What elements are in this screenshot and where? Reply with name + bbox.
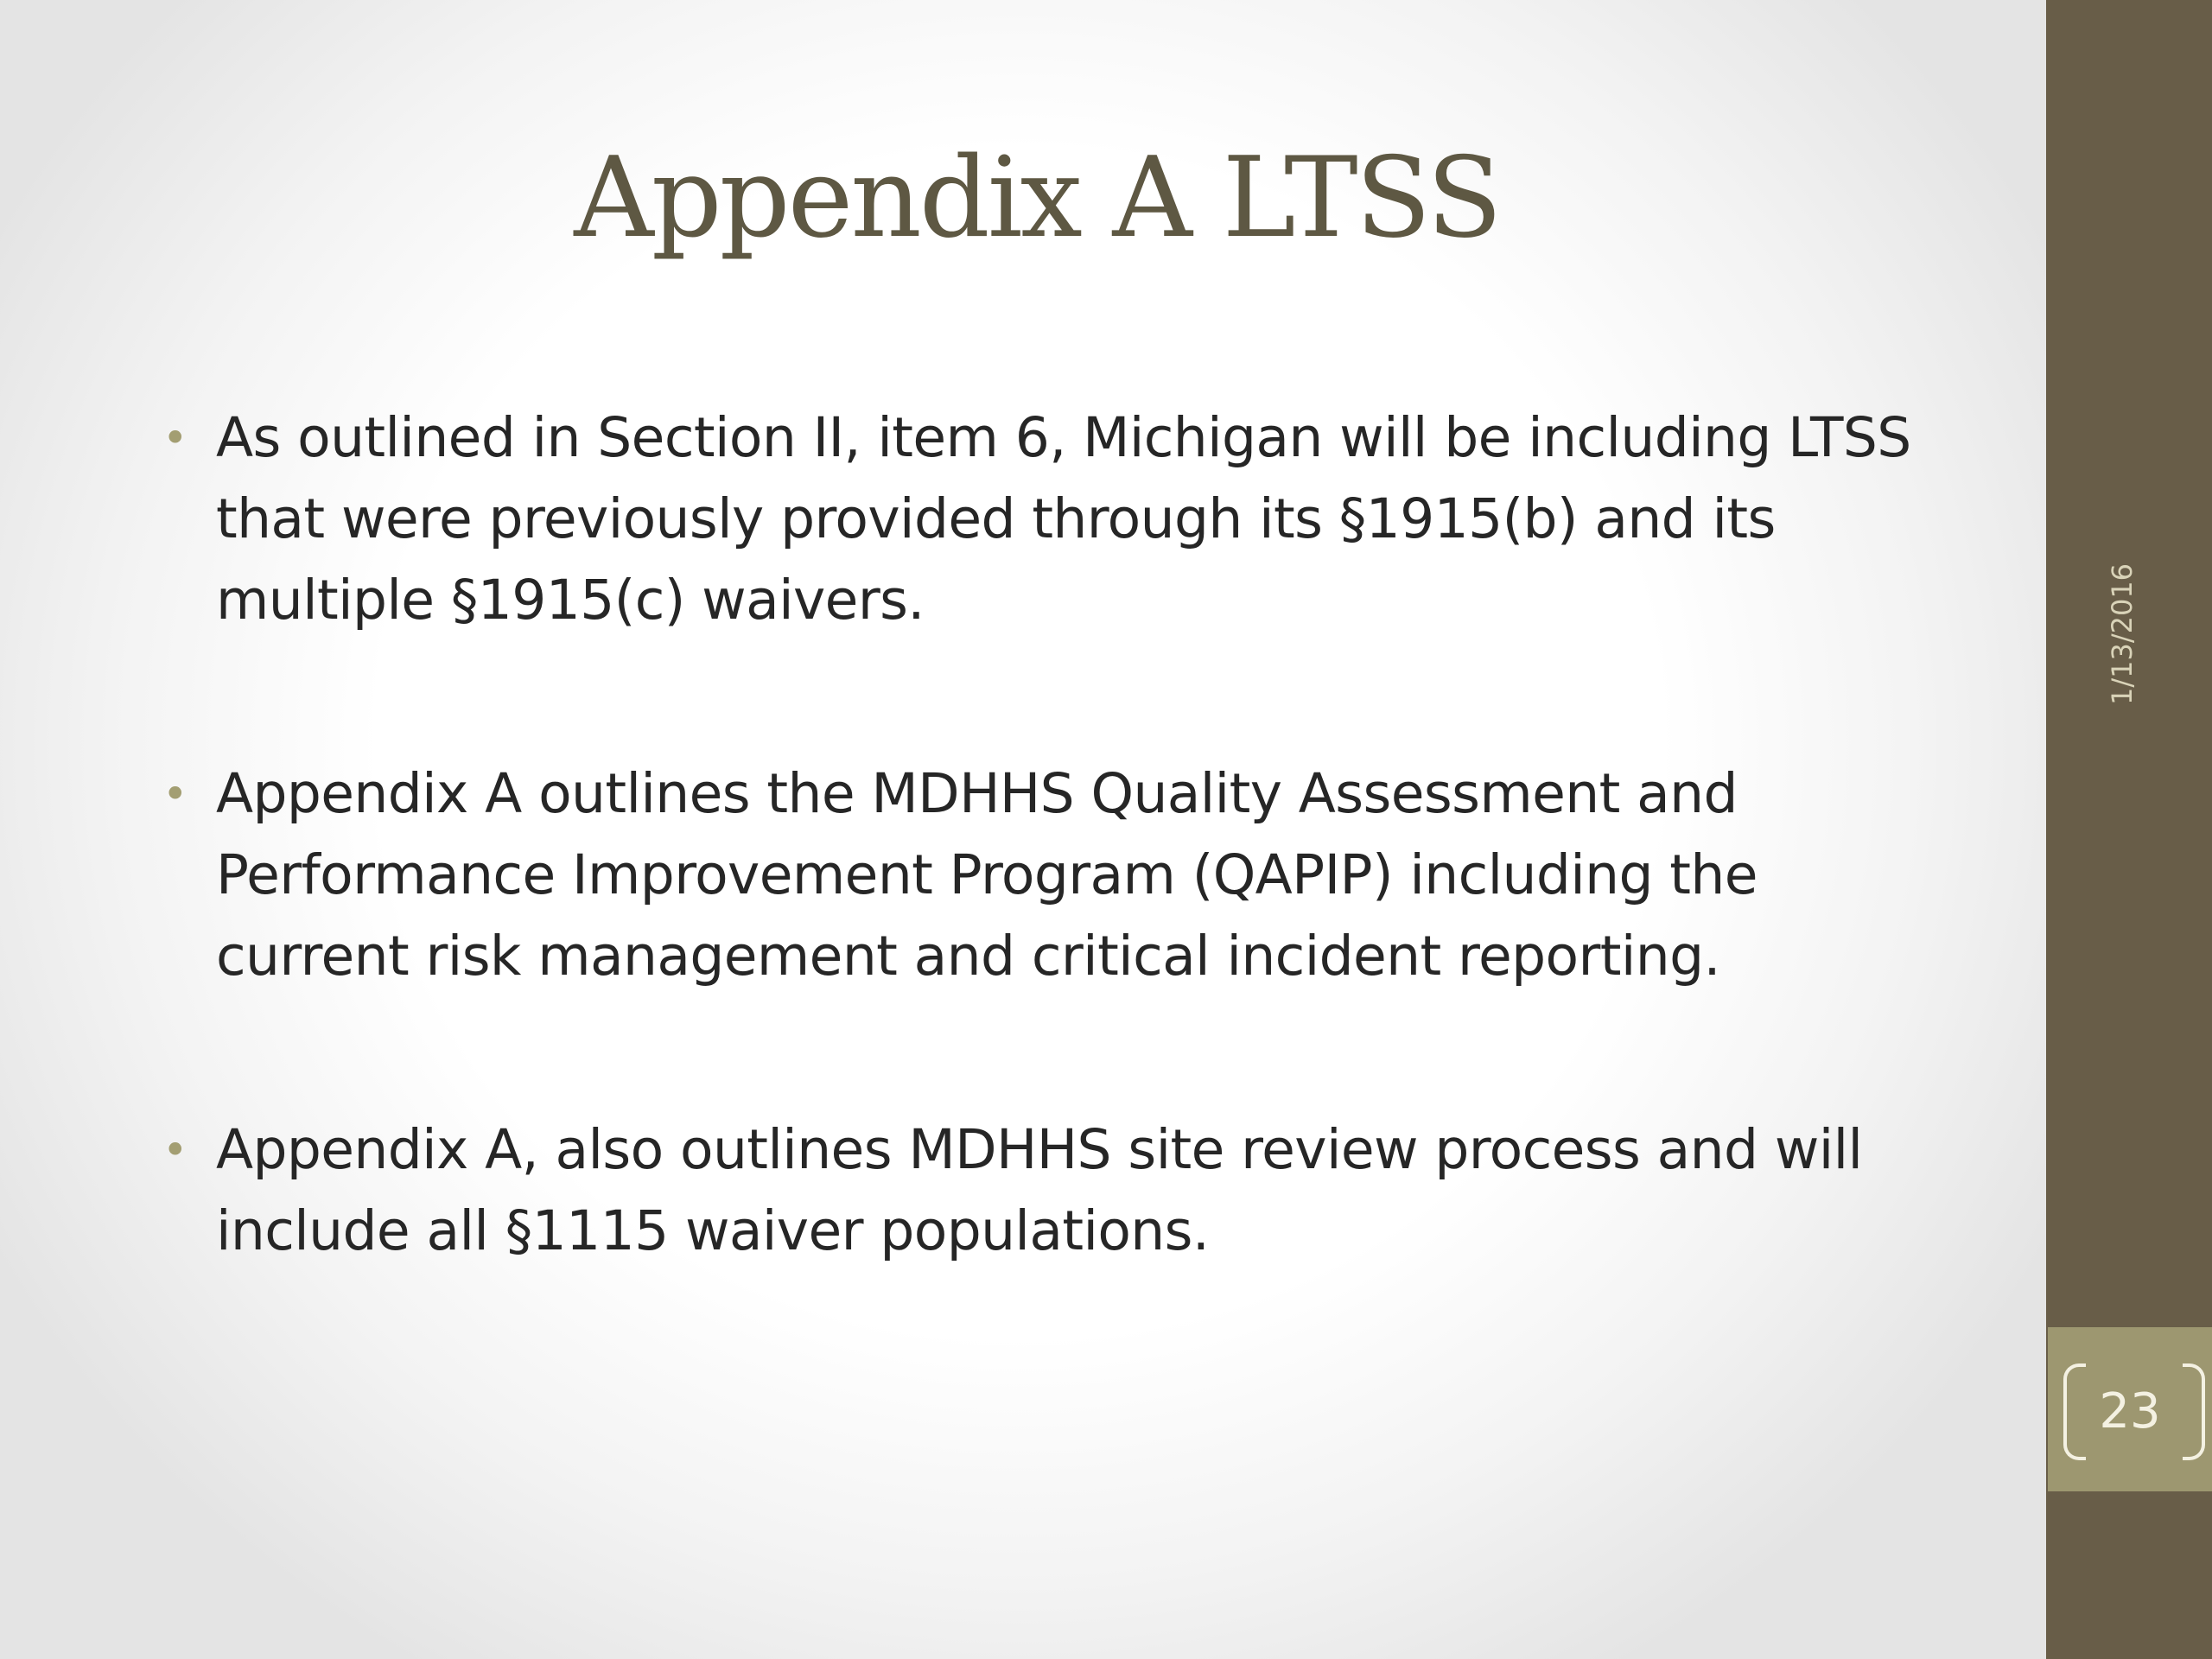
slide-title: Appendix A LTSS (574, 134, 1500, 263)
bullet-marker-icon: • (162, 1125, 188, 1175)
slide-date: 1/13/2016 (2106, 563, 2139, 706)
bullet-marker-icon: • (162, 413, 188, 463)
bullet-text: Appendix A outlines the MDHHS Quality Assessment and Performance Improvement Program (QAPIP) including the current risk management and critical incident reporting. (216, 762, 1758, 988)
page-number: 23 (2099, 1383, 2161, 1440)
bullet-item (156, 753, 1927, 997)
bullet-marker-icon: • (162, 769, 188, 819)
bullet-text: As outlined in Section II, item 6, Michigan will be including LTSS that were previously provided through its §1915(b) and its multiple §1915(c) waivers. (216, 406, 1911, 632)
bullet-text: Appendix A, also outlines MDHHS site review process and will include all §1115 waiver populations. (216, 1118, 1863, 1262)
bullet-item (156, 1109, 1927, 1272)
page-number-box (2048, 1327, 2212, 1491)
bullet-item (156, 397, 1927, 641)
bullet-list (156, 397, 1927, 1384)
